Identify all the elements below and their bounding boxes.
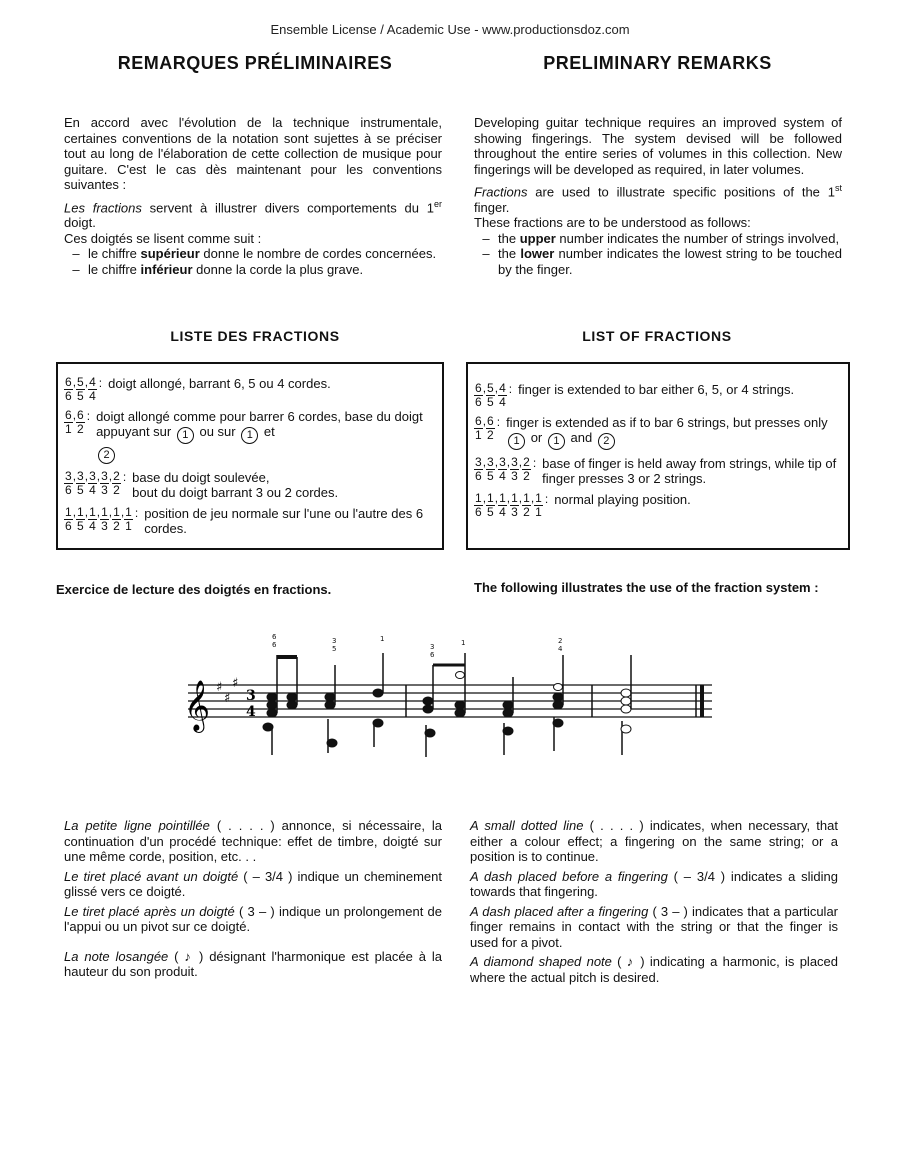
fraction: 1 5 bbox=[77, 505, 84, 533]
svg-text:4: 4 bbox=[558, 645, 563, 653]
fraction-row bbox=[64, 376, 434, 403]
fraction: 1 2 bbox=[113, 505, 120, 533]
fraction-codes: 1 6 , 1 5 , 1 4 , 1 3 , 1 2 , 1 1 : bbox=[475, 491, 549, 519]
circled-1-icon: 1 bbox=[508, 433, 525, 450]
fraction: 3 5 bbox=[77, 469, 84, 497]
intro-paragraph: En accord avec l'évolution de la technique instrumentale, certaines conventions de la notation sont sujettes à se préciser tout au long de l'élaboration de cette collection de musique pour guitare. C'est le cas dès maintenant pour les conventions suivantes : bbox=[64, 115, 442, 192]
intro-fr bbox=[64, 115, 442, 277]
fractions-paragraph: Les fractions servent à illustrer divers comportements du 1er doigt. bbox=[64, 198, 443, 231]
notes bbox=[263, 653, 702, 757]
fingering-annotations bbox=[272, 633, 563, 659]
fraction: 3 4 bbox=[89, 469, 96, 497]
svg-text:♯: ♯ bbox=[224, 691, 231, 706]
fraction-row bbox=[474, 382, 840, 409]
circled-2-icon: 2 bbox=[98, 447, 115, 464]
svg-text:3: 3 bbox=[332, 637, 337, 645]
fraction: 3 6 bbox=[475, 455, 482, 483]
fraction: 6 2 bbox=[77, 408, 84, 436]
fraction: 4 4 bbox=[89, 375, 96, 403]
fractions-box-fr bbox=[56, 362, 444, 550]
list-title-en: LIST OF FRACTIONS bbox=[582, 328, 732, 344]
notes-en bbox=[470, 818, 838, 985]
treble-clef-icon: 𝄞 bbox=[184, 680, 211, 731]
fraction: 6 6 bbox=[65, 375, 72, 403]
fraction-codes: 1 6 , 1 5 , 1 4 , 1 3 , 1 2 , 1 1 : bbox=[65, 505, 139, 533]
fraction: 1 6 bbox=[475, 491, 482, 519]
note-dotted-line: A small dotted line ( . . . . ) indicates, when necessary, that either a colour effect; a fingering on the same string; or a position is to continue. bbox=[470, 818, 838, 864]
fraction: 1 6 bbox=[65, 505, 72, 533]
time-sig-bottom: 4 bbox=[246, 704, 256, 720]
svg-text:6: 6 bbox=[272, 641, 277, 649]
fraction: 1 4 bbox=[89, 505, 96, 533]
circled-1-icon: 1 bbox=[177, 427, 194, 444]
intro-paragraph: Developing guitar technique requires an improved system of showing fingerings. The system devised will be followed throughout the entire series of volumes in this collection. New fingerings will be developed as required, in later volumes. bbox=[474, 115, 842, 177]
fraction-codes: 3 6 , 3 5 , 3 4 , 3 3 , 2 2 : bbox=[65, 469, 127, 497]
fraction-desc: finger is extended as if to bar 6 strings, but presses only 1 or 1 and 2 bbox=[506, 415, 840, 450]
note-dotted-line: La petite ligne pointillée ( . . . . ) annonce, si nécessaire, la continuation d'un procédé technique: effet de timbre, doigté sur une même corde, position, etc. . . bbox=[64, 818, 442, 864]
title-en: PRELIMINARY REMARKS bbox=[543, 53, 772, 73]
fraction-codes: 6 1 , 6 2 : bbox=[65, 408, 91, 436]
svg-text:3: 3 bbox=[430, 643, 435, 651]
circled-1-icon: 1 bbox=[548, 433, 565, 450]
fraction: 2 2 bbox=[523, 455, 530, 483]
fraction-desc: position de jeu normale sur l'une ou l'autre des 6 cordes. bbox=[144, 506, 424, 536]
svg-text:♯: ♯ bbox=[232, 676, 239, 691]
fraction: 1 1 bbox=[535, 491, 542, 519]
fraction: 1 3 bbox=[101, 505, 108, 533]
notes-fr bbox=[64, 818, 442, 980]
music-staff bbox=[180, 625, 720, 775]
note-diamond: La note losangée ( ♪ ) désignant l'harmonique est placée à la hauteur du son produit. bbox=[64, 948, 442, 979]
note-dash-before: Le tiret placé avant un doigté ( – 3/4 ) indique un cheminement glissé vers ce doigté. bbox=[64, 868, 443, 899]
fraction: 6 1 bbox=[65, 408, 72, 436]
fraction-row bbox=[474, 415, 840, 450]
svg-text:6: 6 bbox=[430, 651, 435, 659]
fraction: 2 2 bbox=[113, 469, 120, 497]
read-as: Ces doigtés se lisent comme suit : bbox=[64, 230, 262, 246]
title-fr: REMARQUES PRÉLIMINAIRES bbox=[117, 53, 393, 73]
note-dash-before: A dash placed before a fingering ( – 3/4 ) indicates a sliding towards that fingering. bbox=[470, 868, 838, 899]
fraction: 3 6 bbox=[65, 469, 72, 497]
fraction-row bbox=[64, 506, 434, 536]
fraction: 3 4 bbox=[499, 455, 506, 483]
fraction-codes: 6 6 , 5 5 , 4 4 : bbox=[475, 381, 513, 409]
svg-text:1: 1 bbox=[461, 639, 466, 647]
fraction: 1 5 bbox=[487, 491, 494, 519]
note-dash-after: A dash placed after a fingering ( 3 – ) indicates that a particular finger remains in contact with the string or that the finger is used for a pivot. bbox=[470, 903, 839, 950]
bullet-upper: – the upper number indicates the number of strings involved, bbox=[482, 230, 840, 246]
fraction: 6 1 bbox=[475, 414, 482, 442]
fraction-row bbox=[64, 409, 434, 464]
svg-text:5: 5 bbox=[332, 645, 337, 653]
fraction-desc: base du doigt soulevée, bout du doigt barrant 3 ou 2 cordes. bbox=[132, 470, 339, 500]
svg-text:6: 6 bbox=[272, 633, 277, 641]
fraction: 3 3 bbox=[511, 455, 518, 483]
fraction-desc: doigt allongé, barrant 6, 5 ou 4 cordes. bbox=[108, 376, 331, 391]
fraction: 3 5 bbox=[487, 455, 494, 483]
circled-1-icon: 1 bbox=[241, 427, 258, 444]
fraction: 5 5 bbox=[77, 375, 84, 403]
bullet-lower: – the lower number indicates the lowest string to be touched by the finger. bbox=[482, 246, 842, 277]
fraction: 1 2 bbox=[523, 491, 530, 519]
list-title-fr: LISTE DES FRACTIONS bbox=[170, 328, 340, 344]
circled-2-icon: 2 bbox=[598, 433, 615, 450]
exercise-heading-fr: Exercice de lecture des doigtés en fractions. bbox=[56, 582, 332, 597]
svg-text:2: 2 bbox=[558, 637, 563, 645]
svg-text:♯: ♯ bbox=[216, 680, 223, 695]
bullet-upper: – le chiffre supérieur donne le nombre de cordes concernées. bbox=[72, 246, 437, 262]
fraction: 1 4 bbox=[499, 491, 506, 519]
intro-en bbox=[474, 115, 842, 277]
fraction-row bbox=[64, 470, 434, 500]
fraction-codes: 3 6 , 3 5 , 3 4 , 3 3 , 2 2 : bbox=[475, 455, 537, 483]
fraction-codes: 6 1 , 6 2 : bbox=[475, 414, 501, 442]
fraction-desc: finger is extended to bar either 6, 5, or 4 strings. bbox=[518, 382, 795, 397]
time-sig-top: 3 bbox=[246, 688, 256, 704]
read-as: These fractions are to be understood as follows: bbox=[474, 215, 751, 231]
note-dash-after: Le tiret placé après un doigté ( 3 – ) indique un prolongement de l'appui ou un pivot sur ce doigté. bbox=[64, 903, 442, 934]
license-header: Ensemble License / Academic Use - www.productionsdoz.com bbox=[270, 22, 630, 37]
fraction: 6 2 bbox=[487, 414, 494, 442]
fraction: 6 6 bbox=[475, 381, 482, 409]
fractions-paragraph: Fractions are used to illustrate specific positions of the 1st finger. bbox=[474, 183, 842, 215]
fraction: 1 1 bbox=[125, 505, 132, 533]
fraction-codes: 6 6 , 5 5 , 4 4 : bbox=[65, 375, 103, 403]
fraction: 5 5 bbox=[487, 381, 494, 409]
note-diamond: A diamond shaped note ( ♪ ) indicating a harmonic, is placed where the actual pitch is desired. bbox=[470, 954, 839, 985]
fraction-desc: doigt allongé comme pour barrer 6 cordes, base du doigt appuyant sur 1 ou sur 1 et 2 bbox=[96, 409, 434, 464]
fraction-row bbox=[474, 456, 840, 486]
fraction-desc: base of finger is held away from strings, while tip of finger presses 3 or 2 strings. bbox=[542, 456, 837, 486]
bullet-lower: – le chiffre inférieur donne la corde la plus grave. bbox=[72, 261, 364, 277]
fraction-row bbox=[474, 492, 840, 519]
fractions-box-en bbox=[466, 362, 850, 550]
fraction: 3 3 bbox=[101, 469, 108, 497]
fraction: 1 3 bbox=[511, 491, 518, 519]
svg-text:1: 1 bbox=[380, 635, 385, 643]
exercise-heading-en: The following illustrates the use of the fraction system : bbox=[474, 580, 819, 595]
fraction-desc: normal playing position. bbox=[554, 492, 691, 507]
fraction: 4 4 bbox=[499, 381, 506, 409]
